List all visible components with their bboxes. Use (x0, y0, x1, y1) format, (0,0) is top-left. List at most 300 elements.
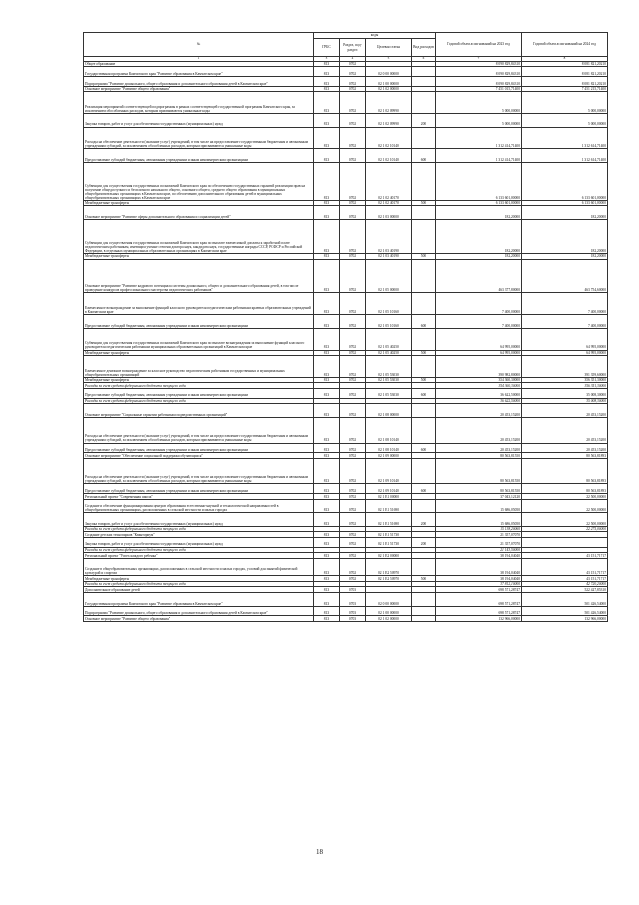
amount-2023: 1 312 414,71400 (436, 127, 522, 149)
column-index: 7 (436, 57, 522, 62)
header-codes: коды (314, 33, 436, 39)
amount-2024: 7 451 215,71400 (522, 86, 608, 92)
expense-type-code: 200 (412, 537, 436, 547)
table-row (84, 404, 608, 418)
amount-2023: 64 995,00000 (436, 328, 522, 350)
table-row (84, 513, 608, 527)
grbs-code: 813 (314, 113, 340, 127)
amount-2023: 15 138,20060 (436, 526, 522, 532)
target-article-code: 02 1 05 10160 (366, 293, 412, 315)
grbs-code: 813 (314, 86, 340, 92)
amount-2024: 22 500,00000 (522, 494, 608, 500)
target-article-code: 02 1 02 00000 (366, 86, 412, 92)
expense-type-code (412, 67, 436, 77)
section-code: 0702 (340, 315, 366, 329)
header-target-article: Целевая статья (366, 39, 412, 57)
amount-2024: 391 359,60000 (522, 356, 608, 378)
amount-2024: 182,20000 (522, 220, 608, 254)
table-row (84, 593, 608, 607)
grbs-code: 813 (314, 443, 340, 453)
table-row (84, 458, 608, 484)
expense-type-code: 600 (412, 443, 436, 453)
grbs-code: 813 (314, 259, 340, 293)
amount-2024: 1 312 614,71400 (522, 149, 608, 163)
header-expense-type: Вид расходов (412, 39, 436, 57)
section-code: 0703 (340, 616, 366, 622)
section-code: 0702 (340, 127, 366, 149)
section-code: 0702 (340, 443, 366, 453)
target-article-code: 02 1 09 10140 (366, 484, 412, 494)
target-article-code: 02 1 05 00000 (366, 259, 412, 293)
target-article-code: 02 1 05 53030 (366, 377, 412, 383)
amount-2024: 22 500,00000 (522, 499, 608, 513)
amount-2024: 8 081 821,20210 (522, 77, 608, 87)
section-code: 0702 (340, 532, 366, 538)
table-row (84, 220, 608, 254)
amount-2023: 20 453,15200 (436, 417, 522, 443)
amount-2023: 37 812,10000 (436, 581, 522, 587)
table-row (84, 443, 608, 453)
section-code: 0702 (340, 206, 366, 220)
expense-type-code (412, 92, 436, 114)
amount-2024: 182,20000 (522, 253, 608, 259)
section-code: 0702 (340, 220, 366, 254)
section-code: 0702 (340, 86, 366, 92)
expense-type-code: 500 (412, 350, 436, 356)
section-code: 0702 (340, 417, 366, 443)
grbs-code: 813 (314, 458, 340, 484)
target-article-code: 02 1 05 10160 (366, 315, 412, 329)
header-razdel: Раздел, под-раздел (340, 39, 366, 57)
grbs-code: 813 (314, 200, 340, 206)
section-code: 0702 (340, 162, 366, 200)
expense-type-code (412, 558, 436, 576)
target-article-code: 02 0 00 00000 (366, 593, 412, 607)
amount-2023: 64 995,00000 (436, 350, 522, 356)
item-name: Основное мероприятие "Социальные гарантии работникам подведомственных организаций" (84, 404, 314, 418)
item-name: Субвенции для осуществления государственных полномочий Камчатского края по выплате ежемесячной доплаты к заработной плате педагогическим работникам, имеющим ученые степени доктора наук, кандидата наук, государственные награды СССР, РСФСР и Российской Федерации, в отдельных муниципальных образовательных организациях в Камчатском крае (84, 220, 314, 254)
table-row (84, 162, 608, 200)
item-name: Создание в общеобразовательных организациях, расположенных в сельской местности и малых городах, условий для занятий физической культурой и спортом (84, 558, 314, 576)
item-name: Расходы на обеспечение деятельности (оказание услуг) учреждений, в том числе на предоставление государственным бюджетным и автономным учреждениям субсидий, за исключением обособленных расходов, которым присваиваются уникальные коды (84, 417, 314, 443)
expense-type-code (412, 606, 436, 616)
grbs-code: 813 (314, 61, 340, 67)
target-article-code: 02 1 05 53030 (366, 356, 412, 378)
section-code: 0702 (340, 404, 366, 418)
grbs-code: 813 (314, 453, 340, 459)
grbs-code: 813 (314, 484, 340, 494)
amount-2023: 7 451 015,71400 (436, 86, 522, 92)
item-name: Расходы на обеспечение деятельности (оказание услуг) учреждений, в том числе на предоставление государственным бюджетным и автономным учреждениям субсидий, за исключением обособленных расходов, которым присваиваются уникальные коды (84, 458, 314, 484)
target-article-code: 02 1 02 09990 (366, 92, 412, 114)
amount-2024: 182,20000 (522, 206, 608, 220)
grbs-code: 813 (314, 220, 340, 254)
grbs-code: 813 (314, 494, 340, 500)
amount-2024 (522, 537, 608, 547)
amount-2024: 356 351,30000 (522, 383, 608, 389)
target-article-code: 02 1 08 10140 (366, 417, 412, 443)
grbs-code: 813 (314, 328, 340, 350)
table-row (84, 293, 608, 315)
amount-2023: 698 571,28747 (436, 593, 522, 607)
amount-2023: 38 194,04040 (436, 576, 522, 582)
section-code: 0702 (340, 293, 366, 315)
header-grbs: ГРБС (314, 39, 340, 57)
expense-type-code: 600 (412, 484, 436, 494)
amount-2023: 80 563,81550 (436, 484, 522, 494)
expense-type-code (412, 499, 436, 513)
item-name: Предоставление субсидий бюджетным, автономным учреждениям и иным некоммерческим организациям (84, 149, 314, 163)
item-name: Общее образование (84, 61, 314, 67)
grbs-code: 813 (314, 587, 340, 593)
expense-type-code (412, 259, 436, 293)
table-row (84, 388, 608, 398)
item-name: Региональный проект "Успех каждого ребенка" (84, 553, 314, 559)
target-article-code: 02 1 Е1 51730 (366, 532, 412, 538)
amount-2024: 35 008,30000 (522, 398, 608, 404)
item-name: Межбюджетные трансферты (84, 253, 314, 259)
table-row (84, 315, 608, 329)
amount-2024: 43 151,71717 (522, 553, 608, 559)
amount-2023: 20 453,15200 (436, 443, 522, 453)
table-row (84, 328, 608, 350)
section-code: 0703 (340, 593, 366, 607)
amount-2023: 21 357,07070 (436, 532, 522, 538)
amount-2023: 1 312 414,71400 (436, 149, 522, 163)
section-code: 0702 (340, 377, 366, 383)
amount-2024: 8 081 821,20210 (522, 61, 608, 67)
target-article-code: 02 1 Е2 00000 (366, 553, 412, 559)
amount-2023: 8 090 829,84310 (436, 61, 522, 67)
grbs-code: 813 (314, 513, 340, 527)
table-row (84, 606, 608, 616)
item-name: Государственная программа Камчатского края "Развитие образования в Камчатском крае" (84, 67, 314, 77)
target-article-code: 02 1 03 40190 (366, 253, 412, 259)
section-code: 0702 (340, 259, 366, 293)
target-article-code: 02 1 02 10140 (366, 149, 412, 163)
grbs-code: 813 (314, 576, 340, 582)
item-name: Межбюджетные трансферты (84, 576, 314, 582)
item-name: Подпрограмма "Развитие дошкольного, общего образования и дополнительного образования детей в Камчатском крае" (84, 77, 314, 87)
section-code: 0702 (340, 558, 366, 576)
expense-type-code (412, 293, 436, 315)
column-index: 5 (366, 57, 412, 62)
grbs-code: 813 (314, 377, 340, 383)
amount-2023: 7 400,00000 (436, 315, 522, 329)
amount-2023: 80 563,81550 (436, 453, 522, 459)
amount-2023: 8 090 829,84310 (436, 77, 522, 87)
target-article-code: 02 1 02 40170 (366, 162, 412, 200)
amount-2024: 501 426,54000 (522, 606, 608, 616)
amount-2023: 463 377,80000 (436, 259, 522, 293)
amount-2023: 6 133 601,00000 (436, 162, 522, 200)
item-name: Основное мероприятие "Развитие общего образования" (84, 616, 314, 622)
amount-2023: 354 360,30000 (436, 383, 522, 389)
grbs-code: 813 (314, 537, 340, 547)
amount-2024: 22 275,00000 (522, 526, 608, 532)
expense-type-code (412, 417, 436, 443)
item-name: Субвенции для осуществления государственных полномочий Камчатского края по выплате вознаграждения за выполнение функций классного руководителя педагогическим работникам муниципальных образовательных организаций в Камчатском крае (84, 328, 314, 350)
target-article-code: 02 1 Е1 00000 (366, 494, 412, 500)
section-code: 0702 (340, 513, 366, 527)
amount-2024: 8 081 821,20210 (522, 67, 608, 77)
grbs-code: 813 (314, 553, 340, 559)
expense-type-code (412, 220, 436, 254)
expense-type-code: 500 (412, 253, 436, 259)
amount-2024: 64 995,00000 (522, 350, 608, 356)
grbs-code: 813 (314, 388, 340, 398)
target-article-code: 02 1 03 40190 (366, 220, 412, 254)
target-article-code: 02 1 08 00000 (366, 404, 412, 418)
section-code: 0702 (340, 499, 366, 513)
item-name: Расходы за счет средств федерального бюджета текущего года (84, 383, 314, 389)
item-name: Расходы за счет средств федерального бюджета текущего года (84, 398, 314, 404)
grbs-code: 813 (314, 593, 340, 607)
expense-type-code (412, 458, 436, 484)
amount-2024: 7 400,00000 (522, 315, 608, 329)
target-article-code: 02 1 00 00000 (366, 77, 412, 87)
table-row (84, 537, 608, 547)
expense-type-code: 600 (412, 388, 436, 398)
grbs-code: 813 (314, 92, 340, 114)
section-code: 0702 (340, 388, 366, 398)
section-code: 0702 (340, 458, 366, 484)
grbs-code: 813 (314, 77, 340, 87)
section-code: 0702 (340, 200, 366, 206)
item-name: Закупка товаров, работ и услуг для обеспечения государственных (муниципальных) нужд (84, 113, 314, 127)
item-name: Расходы за счет средств федерального бюджета текущего года (84, 526, 314, 532)
amount-2024: 43 151,71717 (522, 558, 608, 576)
amount-2024: 35 008,30000 (522, 388, 608, 398)
target-article-code: 02 0 00 00000 (366, 67, 412, 77)
target-article-code: 02 1 02 00000 (366, 616, 412, 622)
amount-2023: 37 043,12120 (436, 494, 522, 500)
item-name: Основное мероприятие "Развитие общего образования" (84, 86, 314, 92)
column-index: 6 (412, 57, 436, 62)
expense-type-code: 200 (412, 513, 436, 527)
column-index: 3 (314, 57, 340, 62)
amount-2023: 182,20000 (436, 253, 522, 259)
amount-2024: 6 133 601,00000 (522, 200, 608, 206)
target-article-code: 02 1 05 40250 (366, 328, 412, 350)
grbs-code: 813 (314, 356, 340, 378)
table-row (84, 558, 608, 576)
grbs-code: 813 (314, 67, 340, 77)
table-row (84, 92, 608, 114)
grbs-code: 813 (314, 162, 340, 200)
amount-2024: 20 453,15200 (522, 417, 608, 443)
expense-type-code (412, 206, 436, 220)
amount-2023: 182,20000 (436, 220, 522, 254)
item-name: Расходы за счет средств федерального бюджета текущего года (84, 547, 314, 553)
amount-2023: 8 090 829,84310 (436, 67, 522, 77)
target-article-code: 02 1 Е2 50970 (366, 576, 412, 582)
item-name: Создание детских технопарков "Кванториум" (84, 532, 314, 538)
column-index: 4 (340, 57, 366, 62)
amount-2024: 22 500,00000 (522, 513, 608, 527)
section-code: 0702 (340, 553, 366, 559)
target-article-code: 02 1 02 09990 (366, 113, 412, 127)
amount-2024: 132 966,00000 (522, 616, 608, 622)
item-name: Основное мероприятие "Обеспечение социальной поддержки обучающихся" (84, 453, 314, 459)
target-article-code: 02 1 05 40250 (366, 350, 412, 356)
target-article-code: 02 1 02 10140 (366, 127, 412, 149)
expense-type-code: 500 (412, 200, 436, 206)
grbs-code: 813 (314, 293, 340, 315)
amount-2024: 463 754,60000 (522, 259, 608, 293)
amount-2023: 7 400,00000 (436, 293, 522, 315)
target-article-code: 02 1 00 00000 (366, 606, 412, 616)
table-row (84, 616, 608, 622)
target-article-code: 02 1 Е1 51690 (366, 499, 412, 513)
item-name: Подпрограмма "Развитие дошкольного, общего образования и дополнительного образования детей в Камчатском крае" (84, 606, 314, 616)
expense-type-code: 500 (412, 377, 436, 383)
amount-2023: 6 133 601,00000 (436, 200, 522, 206)
grbs-code: 813 (314, 404, 340, 418)
target-article-code: 02 1 03 00000 (366, 206, 412, 220)
amount-2024: 80 563,81893 (522, 458, 608, 484)
amount-2023: 21 143,50000 (436, 547, 522, 553)
item-name: Межбюджетные трансферты (84, 377, 314, 383)
amount-2023: 21 357,07070 (436, 537, 522, 547)
expense-type-code (412, 162, 436, 200)
table-row (84, 77, 608, 87)
grbs-code: 813 (314, 532, 340, 538)
amount-2023: 182,20000 (436, 206, 522, 220)
expense-type-code: 600 (412, 315, 436, 329)
expense-type-code: 600 (412, 149, 436, 163)
amount-2023: 390 982,80000 (436, 356, 522, 378)
amount-2024: 356 351,30000 (522, 377, 608, 383)
section-code: 0702 (340, 328, 366, 350)
amount-2023: 354 360,30000 (436, 377, 522, 383)
table-row (84, 67, 608, 77)
target-article-code: 02 1 09 10140 (366, 458, 412, 484)
item-name: Региональный проект "Современная школа" (84, 494, 314, 500)
item-name: Реализация мероприятий соответствующей подпрограммы в рамках соответствующей государственной программы Камчатского края, за исключением обособленных расходов, которым присваиваются уникальные коды (84, 92, 314, 114)
section-code: 0702 (340, 350, 366, 356)
section-code: 0702 (340, 537, 366, 547)
amount-2023: 36 622,50000 (436, 388, 522, 398)
item-name: Государственная программа Камчатского края "Развитие образования в Камчатском крае" (84, 593, 314, 607)
target-article-code: 02 1 08 10140 (366, 443, 412, 453)
amount-2023: 5 000,00000 (436, 92, 522, 114)
section-code: 0702 (340, 67, 366, 77)
item-name: Закупка товаров, работ и услуг для обеспечения государственных (муниципальных) нужд (84, 537, 314, 547)
grbs-code: 813 (314, 606, 340, 616)
target-article-code: 02 1 02 40170 (366, 200, 412, 206)
table-row (84, 484, 608, 494)
item-name: Основное мероприятие "Развитие сферы дополнительного образования и социализации детей" (84, 206, 314, 220)
item-name: Субвенции для осуществления государственных полномочий Камчатского края по обеспечению государственных гарантий реализации прав на получение общедоступного и бесплатного начального общего, основного общего, среднего общего образования в муниципальных общеобразовательных организациях в Камчатском крае, по обеспечению дополнительного образования детей в муниципальных общеобразовательных организациях в Камчатском крае (84, 162, 314, 200)
table-row (84, 127, 608, 149)
amount-2024: 42 720,20000 (522, 581, 608, 587)
item-name: Расходы на обеспечение деятельности (оказание услуг) учреждений, в том числе на предоставление государственным бюджетным и автономным учреждениям субсидий, за исключением обособленных расходов, которым присваиваются уникальные коды (84, 127, 314, 149)
grbs-code: 813 (314, 149, 340, 163)
amount-2024: 5 000,00000 (522, 113, 608, 127)
grbs-code: 813 (314, 206, 340, 220)
section-code: 0703 (340, 587, 366, 593)
item-name: Предоставление субсидий бюджетным, автономным учреждениям и иным некоммерческим организациям (84, 315, 314, 329)
item-name: Межбюджетные трансферты (84, 200, 314, 206)
grbs-code: 813 (314, 417, 340, 443)
item-name: Ежемесячное вознаграждение за выполнение функций классного руководителя педагогическим работникам краевых образовательных учреждений в Камчатском крае (84, 293, 314, 315)
amount-2024: 80 563,81893 (522, 484, 608, 494)
section-code: 0702 (340, 113, 366, 127)
page-number: 18 (316, 848, 323, 856)
item-name: Дополнительное образование детей (84, 587, 314, 593)
amount-2023: 20 453,15200 (436, 404, 522, 418)
table-row (84, 206, 608, 220)
expense-type-code (412, 616, 436, 622)
grbs-code: 813 (314, 350, 340, 356)
item-name: Основное мероприятие "Развитие кадрового потенциала системы дошкольного, общего и дополнительного образования детей, в том числе проведение конкурсов профессионального мастерства педагогических работников" (84, 259, 314, 293)
expense-type-code (412, 593, 436, 607)
section-code: 0702 (340, 576, 366, 582)
amount-2023: 5 000,00000 (436, 113, 522, 127)
item-name: Предоставление субсидий бюджетным, автономным учреждениям и иным некоммерческим организациям (84, 388, 314, 398)
section-code: 0702 (340, 61, 366, 67)
target-article-code: 02 1 Е2 50970 (366, 558, 412, 576)
section-code: 0703 (340, 606, 366, 616)
amount-2023: 132 966,00000 (436, 616, 522, 622)
expense-type-code (412, 127, 436, 149)
amount-2023: 38 194,04040 (436, 558, 522, 576)
section-code: 0702 (340, 453, 366, 459)
target-article-code: 02 1 09 00000 (366, 453, 412, 459)
expense-type-code (412, 356, 436, 378)
amount-2023: 80 563,81550 (436, 458, 522, 484)
target-article-code: 02 1 05 53030 (366, 388, 412, 398)
section-code: 0702 (340, 253, 366, 259)
table-row (84, 417, 608, 443)
expense-type-code: 500 (412, 576, 436, 582)
grbs-code: 813 (314, 127, 340, 149)
item-name: Межбюджетные трансферты (84, 350, 314, 356)
table-row (84, 149, 608, 163)
amount-2023: 36 622,50000 (436, 398, 522, 404)
table-row (84, 499, 608, 513)
grbs-code: 813 (314, 558, 340, 576)
table-row (84, 113, 608, 127)
amount-2024: 43 151,71717 (522, 576, 608, 582)
section-code: 0702 (340, 356, 366, 378)
item-name: Закупка товаров, работ и услуг для обеспечения государственных (муниципальных) нужд (84, 513, 314, 527)
grbs-code: 813 (314, 315, 340, 329)
amount-2023: 15 686,05050 (436, 513, 522, 527)
item-name: Расходы за счет средств федерального бюджета текущего года (84, 581, 314, 587)
expense-type-code (412, 77, 436, 87)
expense-type-code: 200 (412, 113, 436, 127)
item-name: Создание и обеспечение функционирования центров образования естественно-научной и технологической направленностей в общеобразовательных организациях, расположенных в сельской местности и малых городах (84, 499, 314, 513)
budget-table (83, 32, 608, 622)
header-year-2023: Годовой объем ассигнований на 2023 год (436, 33, 522, 57)
amount-2023: 38 194,04040 (436, 553, 522, 559)
header-num: № (84, 33, 314, 57)
table-row (84, 356, 608, 378)
amount-2024: 6 133 601,00000 (522, 162, 608, 200)
table-row (84, 259, 608, 293)
column-index: 1 (84, 57, 314, 62)
amount-2024: 64 995,00000 (522, 328, 608, 350)
amount-2024: 522 427,85310 (522, 587, 608, 593)
amount-2024: 80 563,81893 (522, 453, 608, 459)
section-code: 0702 (340, 494, 366, 500)
amount-2024: 7 400,00000 (522, 293, 608, 315)
amount-2024: 20 453,15200 (522, 404, 608, 418)
expense-type-code (412, 328, 436, 350)
target-article-code: 02 1 Е1 51730 (366, 537, 412, 547)
